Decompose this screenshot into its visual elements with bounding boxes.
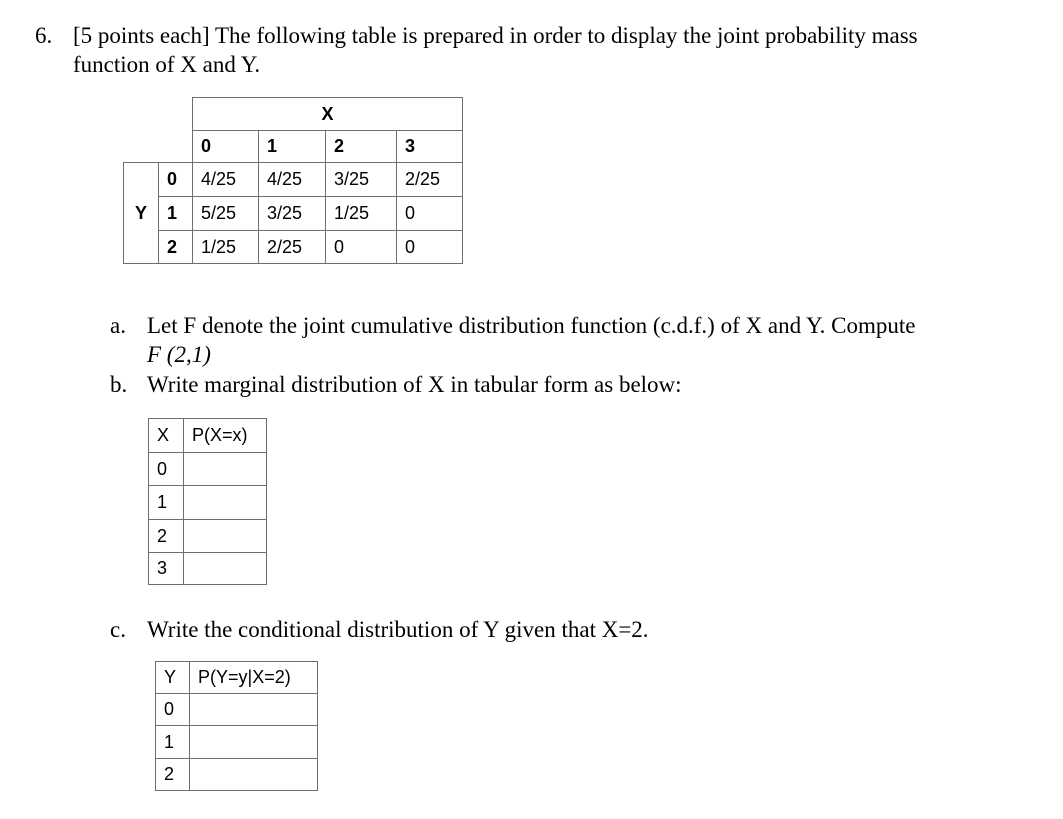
answer-cell[interactable] bbox=[190, 759, 318, 791]
part-a-text-line1: Let F denote the joint cumulative distribution function (c.d.f.) of X and Y. Compute bbox=[147, 313, 916, 338]
header-px: P(X=x) bbox=[184, 419, 267, 453]
y-value: 2 bbox=[156, 759, 190, 791]
table-row bbox=[124, 163, 463, 197]
y-variable-header: Y bbox=[124, 163, 159, 264]
joint-cell: 3/25 bbox=[326, 163, 397, 197]
joint-pmf-table bbox=[123, 97, 463, 264]
joint-cell: 0 bbox=[326, 231, 397, 264]
part-a-expression: F (2,1) bbox=[147, 342, 211, 367]
table-row bbox=[149, 486, 267, 520]
x-value: 2 bbox=[149, 520, 184, 553]
question-text-line1: [5 points each] The following table is prepared in order to display the joint probability mass bbox=[73, 23, 918, 48]
joint-cell: 4/25 bbox=[193, 163, 259, 197]
table-row bbox=[156, 694, 318, 726]
joint-cell: 1/25 bbox=[193, 231, 259, 264]
x-value: 3 bbox=[149, 553, 184, 585]
table-row bbox=[124, 197, 463, 231]
x-value: 1 bbox=[149, 486, 184, 520]
table-row bbox=[149, 453, 267, 486]
joint-cell: 3/25 bbox=[259, 197, 326, 231]
marginal-distribution-table bbox=[148, 418, 267, 585]
answer-cell[interactable] bbox=[184, 486, 267, 520]
part-c-text: Write the conditional distribution of Y given that X=2. bbox=[147, 617, 649, 642]
answer-cell[interactable] bbox=[184, 520, 267, 553]
joint-cell: 0 bbox=[397, 231, 463, 264]
x-value: 0 bbox=[149, 453, 184, 486]
table-row bbox=[124, 231, 463, 264]
joint-cell: 2/25 bbox=[259, 231, 326, 264]
corner-blank bbox=[124, 98, 193, 131]
joint-cell: 0 bbox=[397, 197, 463, 231]
joint-cell: 5/25 bbox=[193, 197, 259, 231]
table-row bbox=[149, 520, 267, 553]
y-value-header: 1 bbox=[159, 197, 193, 231]
table-row bbox=[156, 726, 318, 759]
answer-cell[interactable] bbox=[190, 694, 318, 726]
conditional-distribution-table bbox=[155, 661, 318, 791]
header-x: X bbox=[149, 419, 184, 453]
header-y: Y bbox=[156, 662, 190, 694]
part-c-label: c. bbox=[110, 617, 126, 642]
joint-cell: 2/25 bbox=[397, 163, 463, 197]
answer-cell[interactable] bbox=[190, 726, 318, 759]
corner-blank bbox=[124, 131, 193, 163]
table-row bbox=[156, 759, 318, 791]
part-b-label: b. bbox=[110, 372, 128, 397]
header-conditional-p: P(Y=y|X=2) bbox=[190, 662, 318, 694]
y-value-header: 2 bbox=[159, 231, 193, 264]
y-value-header: 0 bbox=[159, 163, 193, 197]
x-value-header: 1 bbox=[259, 131, 326, 163]
joint-cell: 4/25 bbox=[259, 163, 326, 197]
y-value: 1 bbox=[156, 726, 190, 759]
x-value-header: 3 bbox=[397, 131, 463, 163]
x-variable-header: X bbox=[193, 98, 463, 131]
y-value: 0 bbox=[156, 694, 190, 726]
part-b-text: Write marginal distribution of X in tabular form as below: bbox=[147, 372, 682, 397]
joint-cell: 1/25 bbox=[326, 197, 397, 231]
question-number: 6. bbox=[35, 23, 53, 48]
answer-cell[interactable] bbox=[184, 553, 267, 585]
answer-cell[interactable] bbox=[184, 453, 267, 486]
x-value-header: 2 bbox=[326, 131, 397, 163]
x-value-header: 0 bbox=[193, 131, 259, 163]
question-text-line2: function of X and Y. bbox=[73, 52, 261, 77]
table-row bbox=[149, 553, 267, 585]
part-a-label: a. bbox=[110, 313, 126, 338]
